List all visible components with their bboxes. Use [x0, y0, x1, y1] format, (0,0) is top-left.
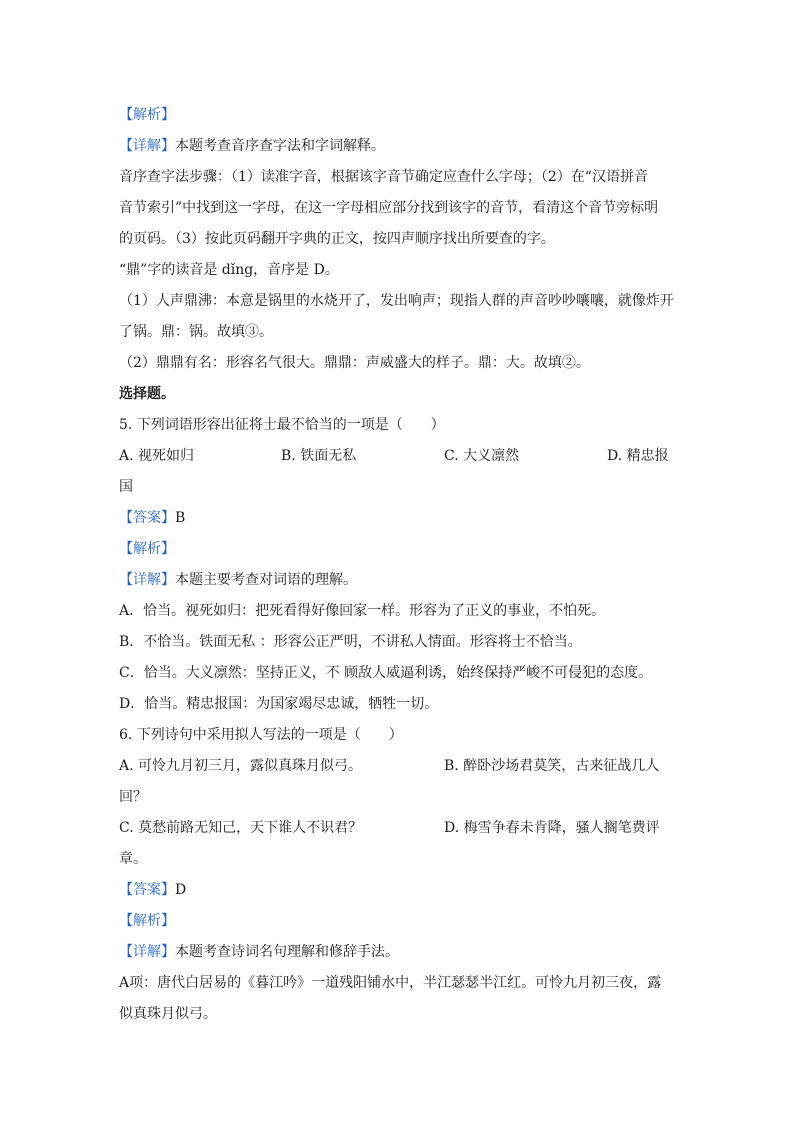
analysis-heading: 【解析】 [119, 913, 175, 929]
answer-line [119, 503, 675, 534]
text-line: 音节索引”中找到这一字母，在这一字母相应部分找到该字的音节，看清这个音节旁标明 [119, 200, 659, 216]
option-c: C. 莫愁前路无知己，天下谁人不识君？ [119, 820, 363, 836]
answer-line [119, 875, 675, 906]
text-line: （2）鼎鼎有名：形容名气很大。鼎鼎：声威盛大的样子。鼎：大。故填②。 [119, 355, 590, 371]
option-d: D. 精忠报 [607, 448, 669, 464]
detail-tag: 【详解】 [119, 944, 175, 960]
answer-value: D [175, 882, 187, 898]
question-6-options-cd [119, 813, 675, 844]
question-6-options-ab [119, 751, 675, 782]
analysis-heading: 【解析】 [119, 541, 175, 557]
question-5-options [119, 441, 675, 472]
explanation-d: D．恰当。精忠报国：为国家竭尽忠诚，牺牲一切。 [119, 696, 439, 712]
option-b: B. 铁面无私 [281, 448, 357, 464]
option-d-continuation: 章。 [119, 851, 147, 867]
option-d-continuation: 国 [119, 479, 133, 495]
text-line: “鼎”字的读音是 dǐng，音序是 D。 [119, 262, 339, 278]
answer-tag: 【答案】 [119, 510, 175, 526]
option-b: B. 醉卧沙场君莫笑，古来征战几人 [444, 758, 660, 774]
explanation-a-continuation: 似真珠月似弓。 [119, 1006, 217, 1022]
answer-tag: 【答案】 [119, 882, 175, 898]
detail-tag: 【详解】 [119, 572, 175, 588]
section-title: 选择题。 [119, 386, 175, 402]
detail-tag: 【详解】 [119, 138, 175, 154]
detail-paragraph [119, 565, 675, 596]
option-d: D. 梅雪争春未肯降，骚人搁笔费评 [444, 820, 660, 836]
analysis-heading: 【解析】 [119, 107, 175, 123]
document-page [119, 100, 675, 1030]
text-line: 了锅。鼎：锅。故填③。 [119, 324, 273, 340]
option-a: A. 视死如归 [119, 448, 195, 464]
question-6-stem: 6. 下列诗句中采用拟人写法的一项是（ ） [119, 727, 403, 743]
answer-value: B [175, 510, 186, 526]
detail-text: 本题考查音序查字法和字词解释。 [175, 138, 385, 154]
explanation-b: B．不恰当。铁面无私 ：形容公正严明，不讲私人情面。形容将士不恰当。 [119, 634, 582, 650]
option-c: C. 大义凛然 [444, 448, 520, 464]
option-b-continuation: 回？ [119, 789, 147, 805]
detail-text: 本题主要考查对词语的理解。 [175, 572, 357, 588]
text-line: 音序查字法步骤：（1）读准字音，根据该字音节确定应查什么字母；（2）在“汉语拼音 [119, 169, 648, 185]
explanation-a: A．恰当。视死如归：把死看得好像回家一样。形容为了正义的事业，不怕死。 [119, 603, 606, 619]
text-line: 的页码。（3）按此页码翻开字典的正文，按四声顺序找出所要查的字。 [119, 231, 555, 247]
explanation-c: C．恰当。大义凛然：坚持正义，不 顾敌人威逼利诱，始终保持严峻不可侵犯的态度。 [119, 665, 653, 681]
detail-paragraph [119, 937, 675, 968]
question-5-stem: 5. 下列词语形容出征将士最不恰当的一项是（ ） [119, 417, 445, 433]
option-a: A. 可怜九月初三月，露似真珠月似弓。 [119, 758, 363, 774]
explanation-a: A项：唐代白居易的《暮江吟》一道残阳铺水中，半江瑟瑟半江红。可怜九月初三夜，露 [119, 975, 662, 991]
text-line: （1）人声鼎沸：本意是锅里的水烧开了，发出响声；现指人群的声音吵吵嚷嚷，就像炸开 [119, 293, 674, 309]
detail-text: 本题考查诗词名句理解和修辞手法。 [175, 944, 399, 960]
detail-paragraph [119, 131, 675, 162]
